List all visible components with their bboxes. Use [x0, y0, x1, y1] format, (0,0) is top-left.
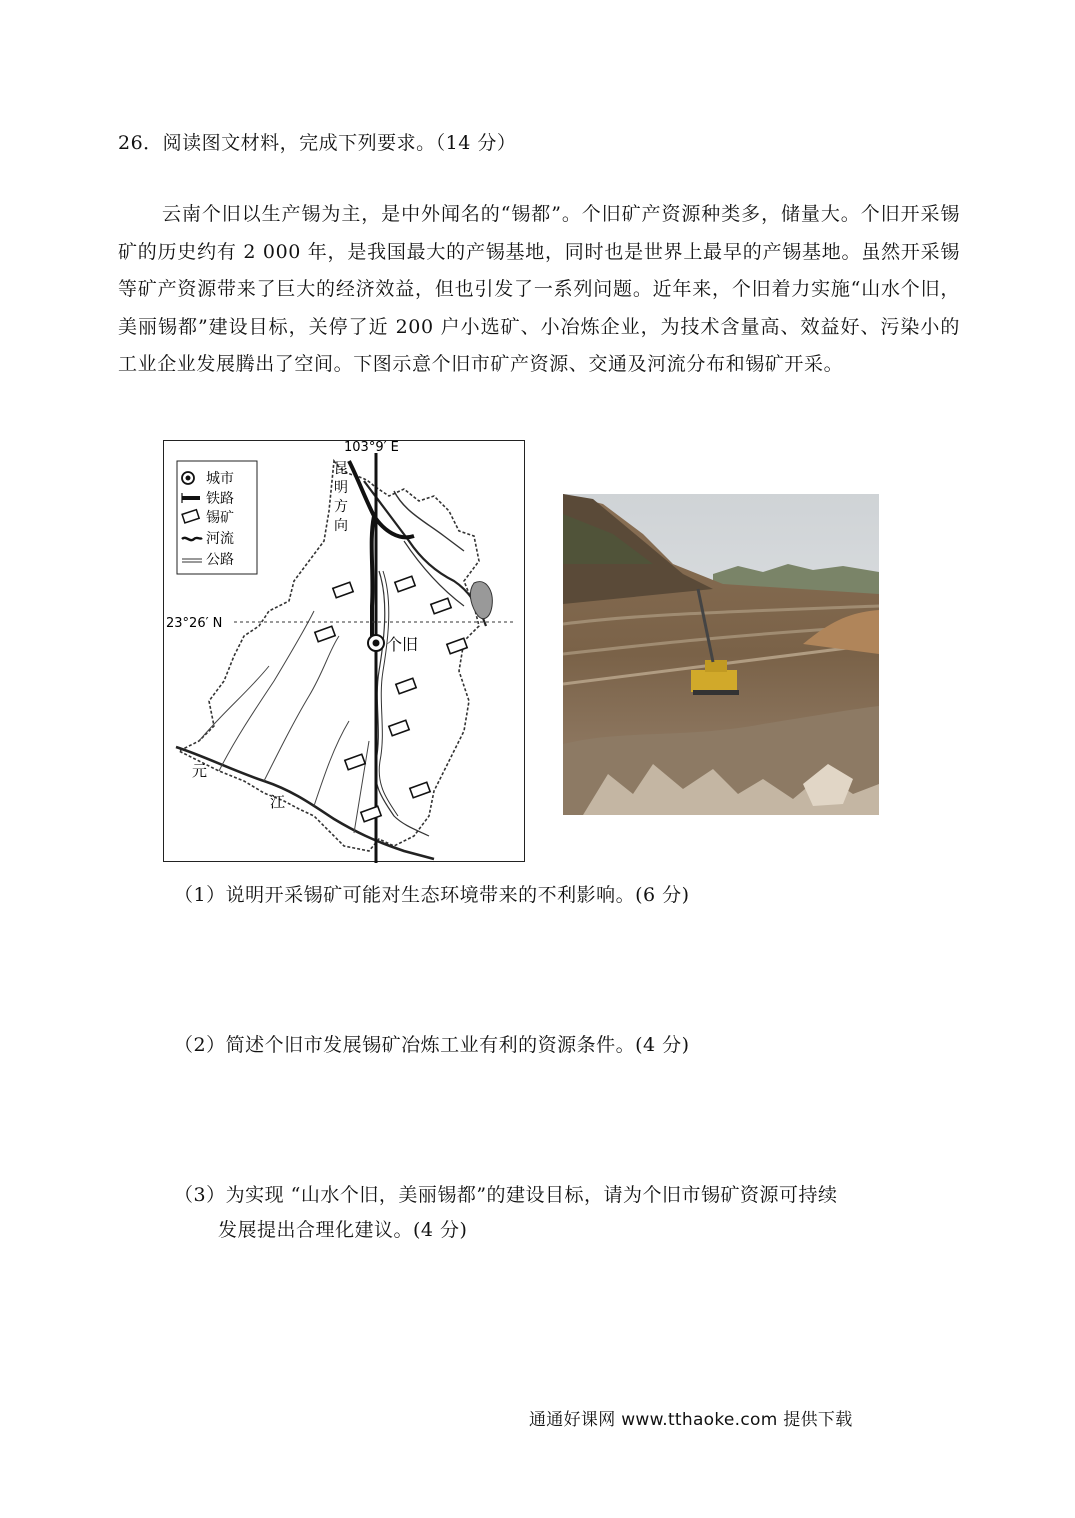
tin-mine-markers — [315, 576, 467, 822]
legend-label-city: 城市 — [206, 471, 234, 487]
map-drawing — [164, 441, 526, 863]
sub-question-3-line-1: （3）为实现 “山水个旧，美丽锡都”的建设目标，请为个旧市锡矿资源可持续 — [174, 1184, 838, 1206]
direction-label-4: 向 — [334, 518, 348, 534]
river-label-jiang: 江 — [270, 793, 286, 811]
question-title: 26．阅读图文材料，完成下列要求。（14 分） — [118, 132, 517, 154]
tributary — [219, 611, 314, 771]
sub-question-3-line-2: 发展提出合理化建议。(4 分) — [218, 1219, 468, 1241]
lake — [470, 582, 492, 619]
city-label: 个旧 — [386, 635, 419, 654]
tributary — [314, 721, 349, 806]
direction-label-3: 方 — [334, 499, 348, 515]
footer-source: 通通好课网 www.tthaoke.com 提供下载 — [529, 1410, 853, 1430]
longitude-label: 103°9′ E — [344, 441, 399, 455]
legend-label-river: 河流 — [206, 531, 234, 547]
railway-line — [349, 461, 414, 636]
direction-label-1: 昆 — [334, 461, 348, 477]
sub-question-1: （1）说明开采锡矿可能对生态环境带来的不利影响。(6 分) — [174, 884, 690, 906]
road-line — [379, 571, 398, 816]
legend-label-tin-mine: 锡矿 — [206, 510, 234, 526]
question-paragraph: 云南个旧以生产锡为主，是中外闻名的“锡都”。个旧矿产资源种类多，储量大。个旧开采锡矿的历史约有 2 000 年，是我国最大的产锡基地，同时也是世界上最早的产锡基地。虽然开采锡等矿产资源带来了巨大的经济效益，但也引发了一系列问题。近年来，个旧着力实施“山水个旧，美丽锡都”建设目标，关停了近 200 户小选矿、小冶炼企业，为技术含量高、效益好、污染小的工业企业发展腾出了空间。下图示意个旧市矿产资源、交通及河流分布和锡矿开采。 — [118, 203, 960, 375]
legend-label-road: 公路 — [206, 552, 234, 568]
tin-mine-map — [163, 440, 525, 862]
river-label-yuan: 元 — [192, 762, 208, 780]
yuanjiang-river — [176, 747, 434, 859]
mining-photo — [563, 494, 879, 815]
sub-question-3 — [174, 1180, 838, 1242]
direction-label-2: 明 — [334, 480, 348, 496]
latitude-label: 23°26′ N — [166, 616, 223, 631]
north-river — [364, 481, 486, 626]
tributary — [264, 636, 339, 781]
legend-label-railway: 铁路 — [206, 491, 234, 507]
sub-question-2: （2）简述个旧市发展锡矿冶炼工业有利的资源条件。(4 分) — [174, 1034, 690, 1056]
